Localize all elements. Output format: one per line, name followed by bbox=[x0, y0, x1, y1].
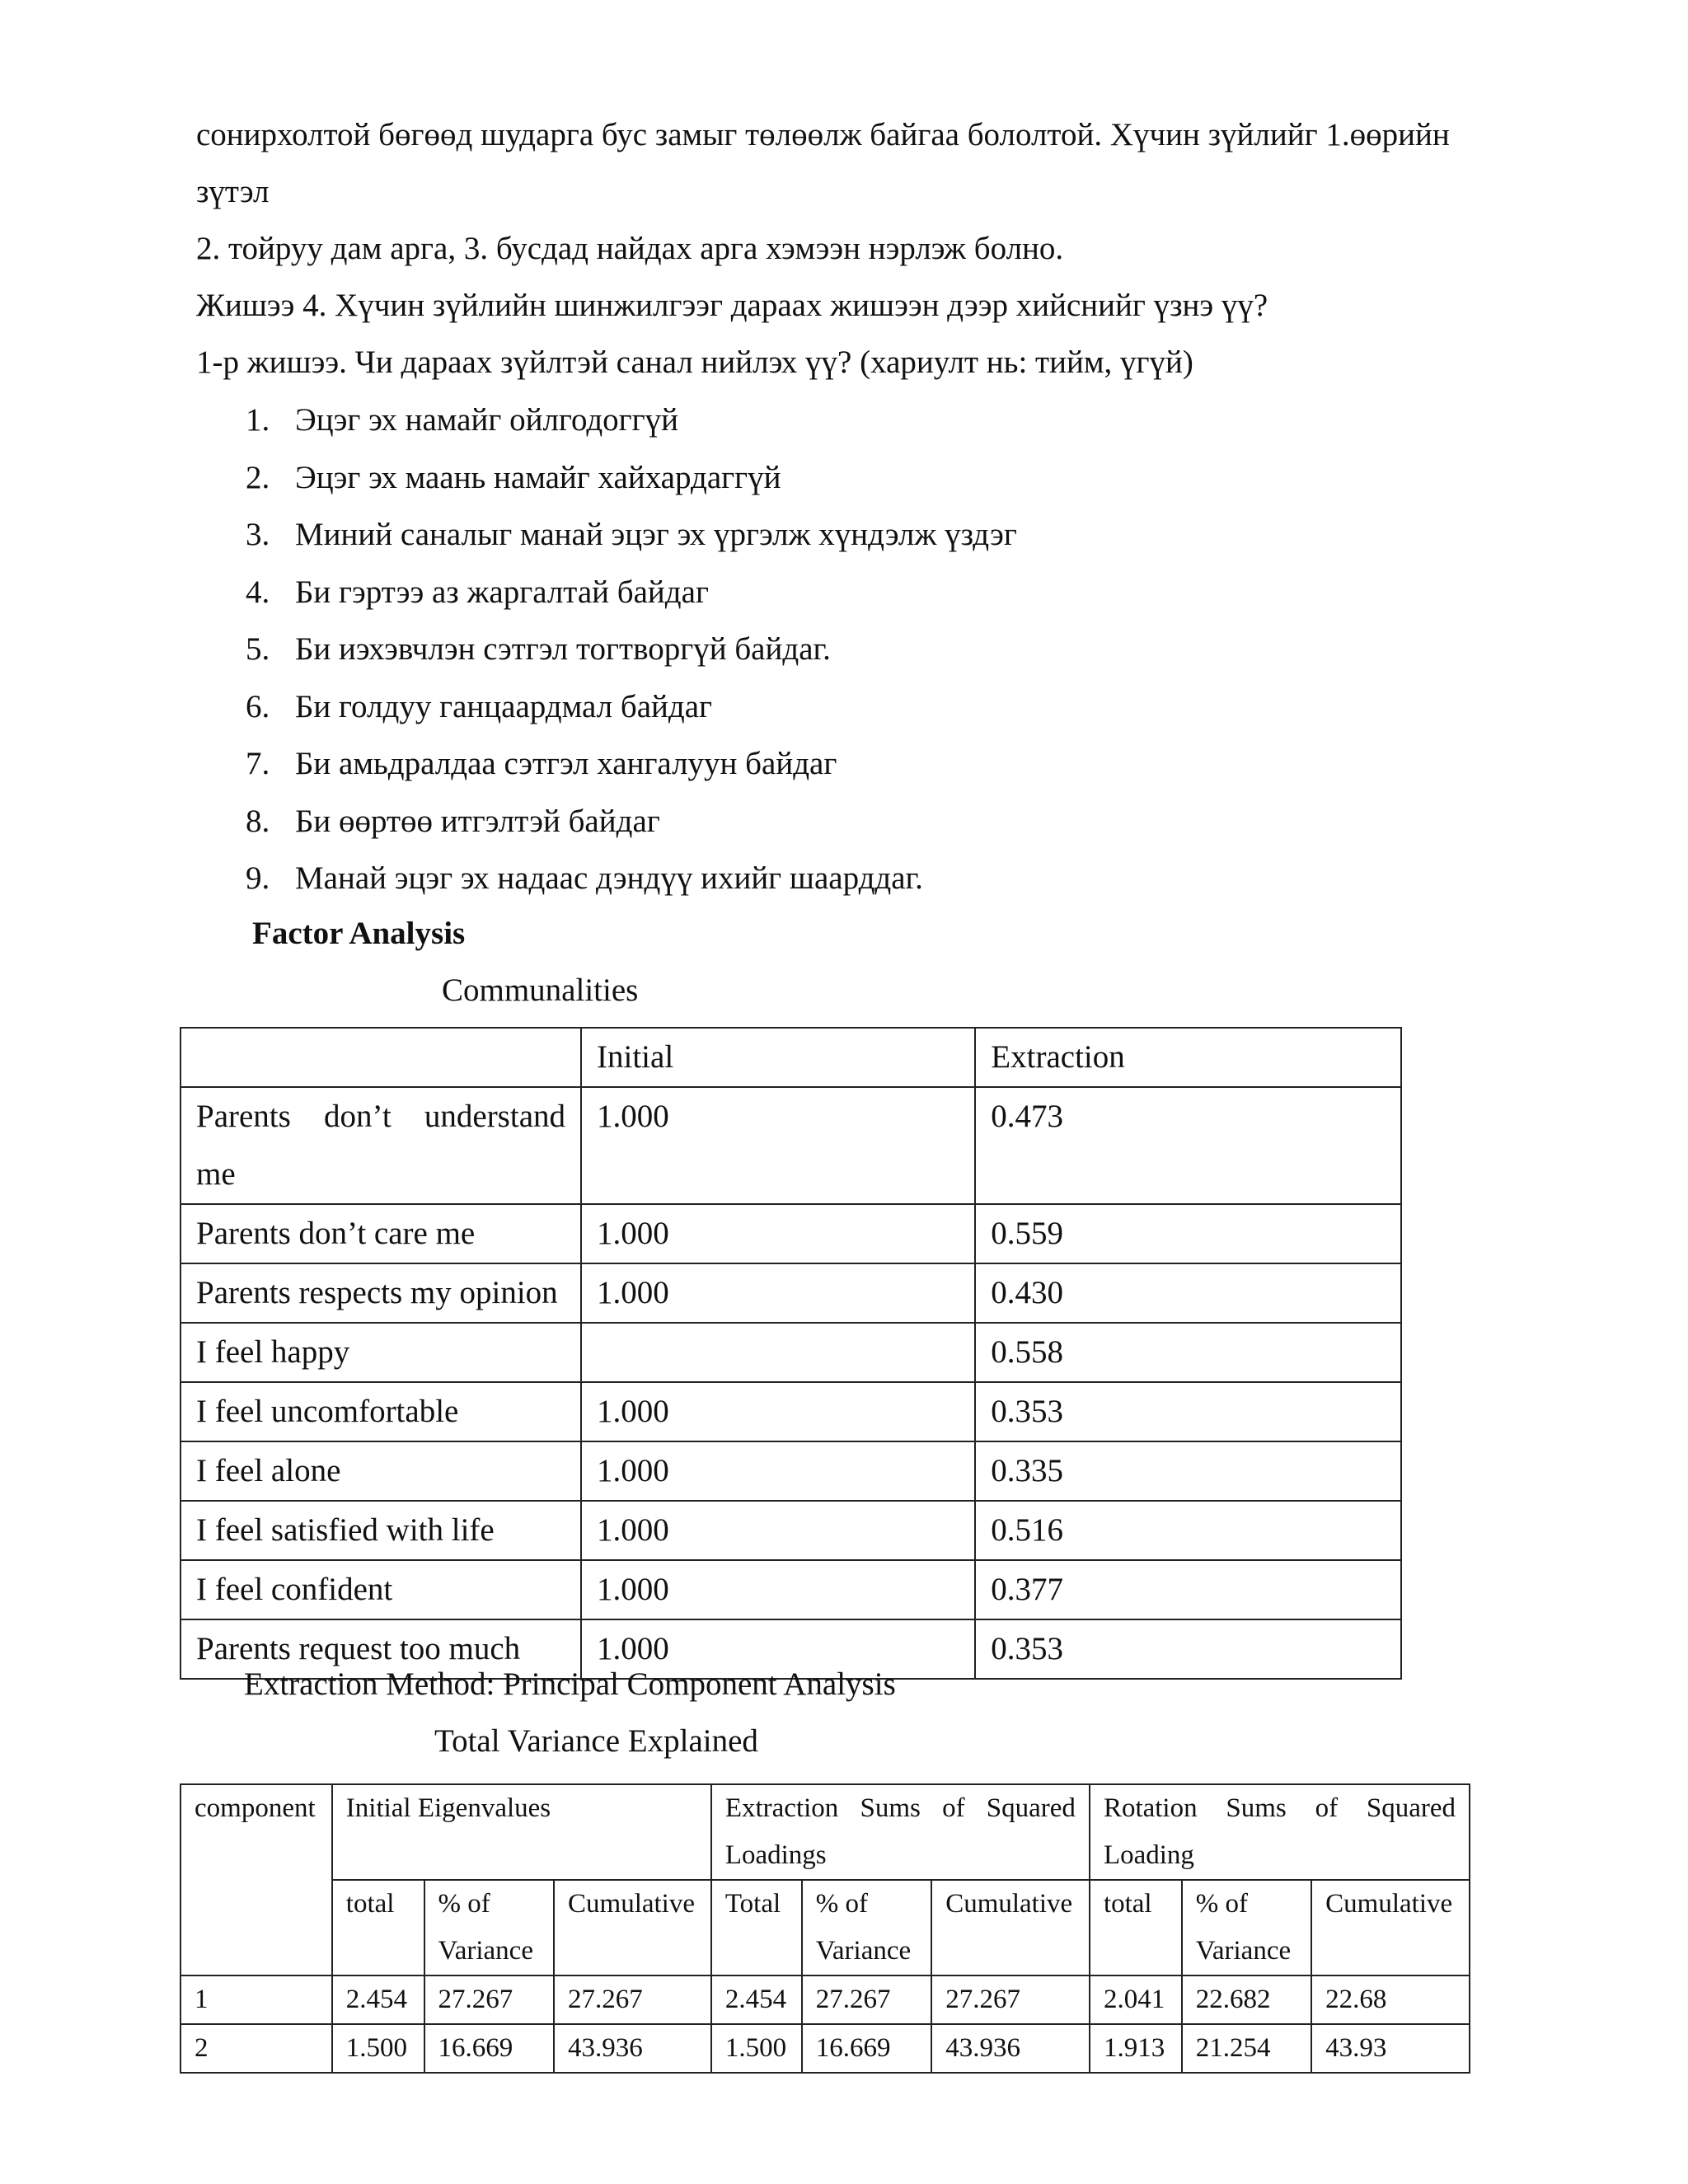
extraction-value: 0.353 bbox=[975, 1382, 1401, 1441]
row-label: I feel uncomfortable bbox=[181, 1382, 581, 1441]
list-item: 2. Эцэг эх маань намайг хайхардаггүй bbox=[246, 459, 781, 495]
subheader-total: Total bbox=[711, 1880, 802, 1975]
row-label: Parents respects my opinion bbox=[181, 1263, 581, 1323]
paragraph-1-continued: зүтэл bbox=[196, 174, 270, 209]
row-label: Parents don’t care me bbox=[181, 1204, 581, 1263]
factor-analysis-heading: Factor Analysis bbox=[252, 916, 466, 951]
question-list bbox=[246, 399, 1017, 915]
extraction-total: 1.500 bbox=[711, 2024, 802, 2073]
extraction-value: 0.335 bbox=[975, 1441, 1401, 1501]
table-row bbox=[181, 1323, 1401, 1382]
initial-cumulative: 43.936 bbox=[554, 2024, 711, 2073]
communalities-table bbox=[180, 1027, 1402, 1680]
rotation-total: 2.041 bbox=[1090, 1975, 1182, 2024]
subheader-cumulative: Cumulative bbox=[931, 1880, 1090, 1975]
communalities-title: Communalities bbox=[442, 972, 639, 1008]
list-item: 1. Эцэг эх намайг ойлгодоггүй bbox=[246, 402, 679, 438]
row-label: I feel happy bbox=[181, 1323, 581, 1382]
extraction-cumulative: 43.936 bbox=[931, 2024, 1090, 2073]
initial-value: 1.000 bbox=[581, 1087, 975, 1204]
initial-value bbox=[581, 1323, 975, 1382]
extraction-method-note: Extraction Method: Principal Component Analysis bbox=[244, 1666, 896, 1702]
extraction-value: 0.430 bbox=[975, 1263, 1401, 1323]
variance-table bbox=[180, 1783, 1470, 2074]
list-item: 3. Миний саналыг манай эцэг эх үргэлж хүндэлж үздэг bbox=[246, 517, 1017, 552]
row-label: I feel alone bbox=[181, 1441, 581, 1501]
variance-title: Total Variance Explained bbox=[434, 1723, 758, 1759]
initial-total: 2.454 bbox=[332, 1975, 424, 2024]
header-cell-blank bbox=[181, 1028, 581, 1087]
table-row bbox=[181, 1975, 1470, 2024]
subheader-pct-variance: % of Variance bbox=[802, 1880, 931, 1975]
extraction-value: 0.559 bbox=[975, 1204, 1401, 1263]
extraction-value: 0.377 bbox=[975, 1560, 1401, 1619]
header-component: component bbox=[181, 1784, 332, 1975]
extraction-pct: 27.267 bbox=[802, 1975, 931, 2024]
row-label: I feel confident bbox=[181, 1560, 581, 1619]
subheader-pct-variance: % of Variance bbox=[424, 1880, 554, 1975]
header-initial-eigenvalues: Initial Eigenvalues bbox=[332, 1784, 711, 1880]
table-row bbox=[181, 1204, 1401, 1263]
rotation-pct: 22.682 bbox=[1182, 1975, 1311, 2024]
list-item: 8. Би өөртөө итгэлтэй байдаг bbox=[246, 803, 660, 839]
table-subheader-row bbox=[181, 1880, 1470, 1975]
list-item: 6. Би голдуу ганцаардмал байдаг bbox=[246, 688, 713, 724]
subheader-total: total bbox=[1090, 1880, 1182, 1975]
extraction-cumulative: 27.267 bbox=[931, 1975, 1090, 2024]
table-header-row bbox=[181, 1028, 1401, 1087]
paragraph-2: 2. тойруу дам арга, 3. бусдад найдах арга хэмээн нэрлэж болно. bbox=[196, 231, 1064, 266]
table-row bbox=[181, 1263, 1401, 1323]
initial-value: 1.000 bbox=[581, 1441, 975, 1501]
subheader-total: total bbox=[332, 1880, 424, 1975]
list-item: 9. Манай эцэг эх надаас дэндүү ихийг шаарддаг. bbox=[246, 860, 923, 896]
initial-total: 1.500 bbox=[332, 2024, 424, 2073]
rotation-total: 1.913 bbox=[1090, 2024, 1182, 2073]
header-cell-initial: Initial bbox=[581, 1028, 975, 1087]
table-row bbox=[181, 2024, 1470, 2073]
paragraph-3: Жишээ 4. Хүчин зүйлийн шинжилгээг дараах жишээн дээр хийснийг үзнэ үү? bbox=[196, 288, 1268, 323]
initial-cumulative: 27.267 bbox=[554, 1975, 711, 2024]
row-label: Parents request too much bbox=[181, 1619, 581, 1679]
component-number: 2 bbox=[181, 2024, 332, 2073]
subheader-cumulative: Cumulative bbox=[554, 1880, 711, 1975]
initial-value: 1.000 bbox=[581, 1619, 975, 1679]
initial-value: 1.000 bbox=[581, 1560, 975, 1619]
rotation-cumulative: 22.68 bbox=[1311, 1975, 1470, 2024]
extraction-total: 2.454 bbox=[711, 1975, 802, 2024]
table-row bbox=[181, 1382, 1401, 1441]
list-item: 4. Би гэртээ аз жаргалтай байдаг bbox=[246, 574, 709, 610]
extraction-value: 0.558 bbox=[975, 1323, 1401, 1382]
initial-value: 1.000 bbox=[581, 1382, 975, 1441]
initial-pct: 16.669 bbox=[424, 2024, 554, 2073]
extraction-pct: 16.669 bbox=[802, 2024, 931, 2073]
initial-value: 1.000 bbox=[581, 1204, 975, 1263]
header-cell-extraction: Extraction bbox=[975, 1028, 1401, 1087]
table-row bbox=[181, 1087, 1401, 1204]
extraction-value: 0.473 bbox=[975, 1087, 1401, 1204]
table-row bbox=[181, 1441, 1401, 1501]
header-extraction-sums: Extraction Sums of Squared Loadings bbox=[711, 1784, 1090, 1880]
table-row bbox=[181, 1560, 1401, 1619]
subheader-cumulative: Cumulative bbox=[1311, 1880, 1470, 1975]
list-item: 7. Би амьдралдаа сэтгэл хангалуун байдаг bbox=[246, 746, 837, 781]
row-label: I feel satisfied with life bbox=[181, 1501, 581, 1560]
rotation-pct: 21.254 bbox=[1182, 2024, 1311, 2073]
initial-value: 1.000 bbox=[581, 1263, 975, 1323]
table-header-row bbox=[181, 1784, 1470, 1880]
extraction-value: 0.516 bbox=[975, 1501, 1401, 1560]
rotation-cumulative: 43.93 bbox=[1311, 2024, 1470, 2073]
subheader-pct-variance: % of Variance bbox=[1182, 1880, 1311, 1975]
component-number: 1 bbox=[181, 1975, 332, 2024]
paragraph-1: сонирхолтой бөгөөд шударга бус замыг төлөөлж байгаа бололтой. Хүчин зүйлийг 1.өөрийн bbox=[196, 117, 1450, 152]
header-rotation-sums: Rotation Sums of Squared Loading bbox=[1090, 1784, 1470, 1880]
list-item: 5. Би иэхэвчлэн сэтгэл тогтворгүй байдаг. bbox=[246, 631, 831, 667]
paragraph-4: 1-р жишээ. Чи дараах зүйлтэй санал нийлэх үү? (хариулт нь: тийм, үгүй) bbox=[196, 344, 1193, 380]
extraction-value: 0.353 bbox=[975, 1619, 1401, 1679]
row-label: Parents don’t understand me bbox=[181, 1087, 581, 1204]
table-row bbox=[181, 1501, 1401, 1560]
initial-value: 1.000 bbox=[581, 1501, 975, 1560]
initial-pct: 27.267 bbox=[424, 1975, 554, 2024]
